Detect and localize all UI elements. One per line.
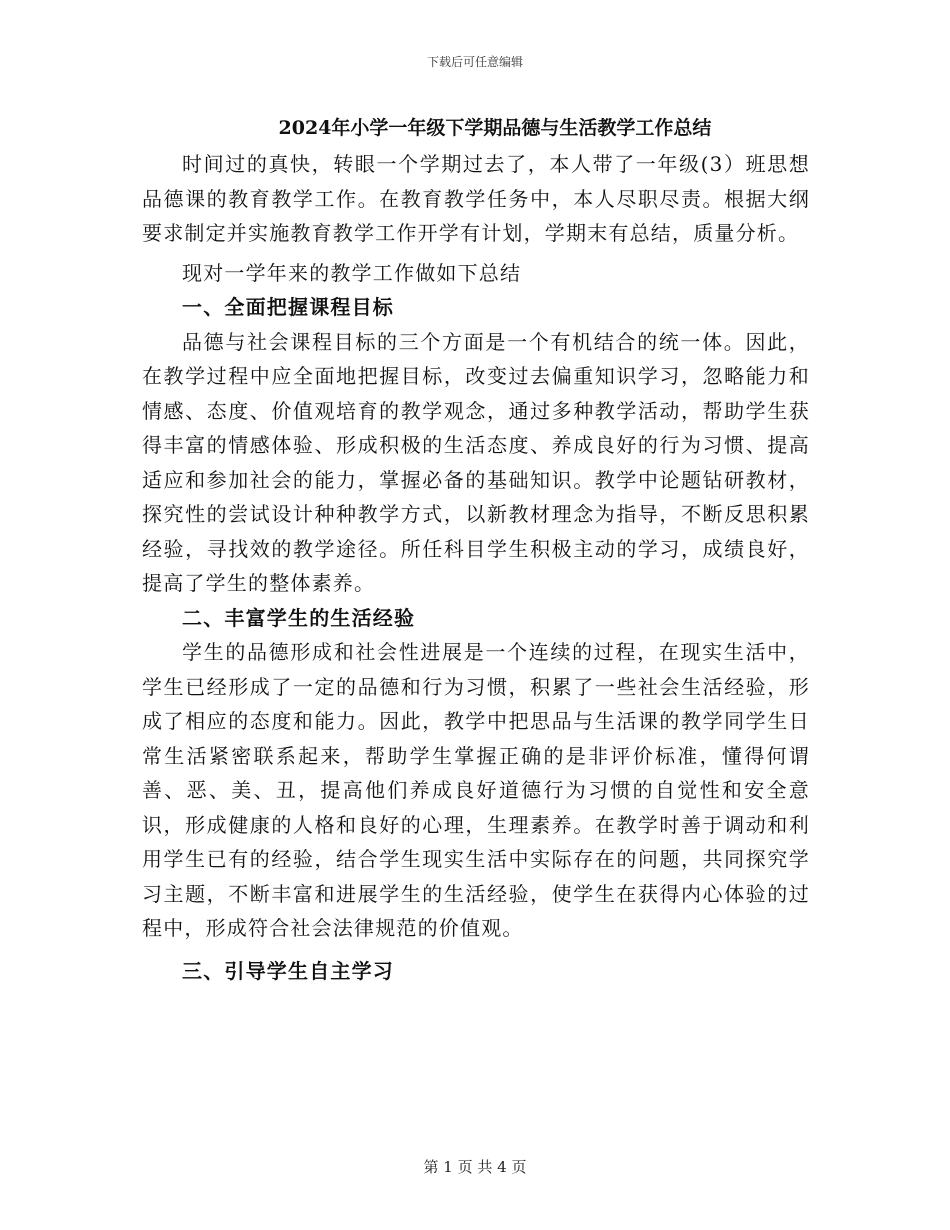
section-body-1: 品德与社会课程目标的三个方面是一个有机结合的统一体。因此，在教学过程中应全面地把握目标，改变过去偏重知识学习，忽略能力和情感、态度、价值观培育的教学观念，通过多种教学活动，帮助学生获得丰富的情感体验、形成积极的生活态度、养成良好的行为习惯、提高适应和参加社会的能力，掌握必备的基础知识。教学中论题钻研教材，探究性的尝试设计种种教学方式，以新教材理念为指导，不断反思积累经验，寻找效的教学途径。所任科目学生积极主动的学习，成绩良好，提高了学生的整体素养。 xyxy=(142,329,810,595)
page-number: 第 1 页 共 4 页 xyxy=(423,1158,527,1176)
section-heading-2: 二、丰富学生的生活经验 xyxy=(182,605,416,630)
lead-paragraph: 现对一学年来的教学工作做如下总结 xyxy=(182,260,522,285)
section-body-2: 学生的品德形成和社会性进展是一个连续的过程，在现实生活中，学生已经形成了一定的品德和行为习惯，积累了一些社会生活经验，形成了相应的态度和能力。因此，教学中把思品与生活课的教学同学生日常生活紧密联系起来，帮助学生掌握正确的是非评价标准，懂得何谓善、恶、美、丑，提高他们养成良好道德行为习惯的自觉性和安全意识，形成健康的人格和良好的心理，生理素养。在教学时善于调动和利用学生已有的经验，结合学生现实生活中实际存在的问题，共同探究学习主题，不断丰富和进展学生的生活经验，使学生在获得内心体验的过程中，形成符合社会法律规范的价值观。 xyxy=(142,640,810,940)
section-heading-3: 三、引导学生自主学习 xyxy=(182,958,394,983)
page-header-note: 下载后可任意编辑 xyxy=(426,55,523,69)
intro-paragraph: 时间过的真快，转眼一个学期过去了，本人带了一年级(3）班思想品德课的教育教学工作。在教育教学任务中，本人尽职尽责。根据大纲要求制定并实施教育教学工作开学有计划，学期末有总结，质量分析。 xyxy=(142,152,810,245)
document-title: 2024年小学一年级下学期品德与生活教学工作总结 xyxy=(278,117,712,139)
section-heading-1: 一、全面把握课程目标 xyxy=(182,295,394,319)
document-body xyxy=(142,147,810,988)
